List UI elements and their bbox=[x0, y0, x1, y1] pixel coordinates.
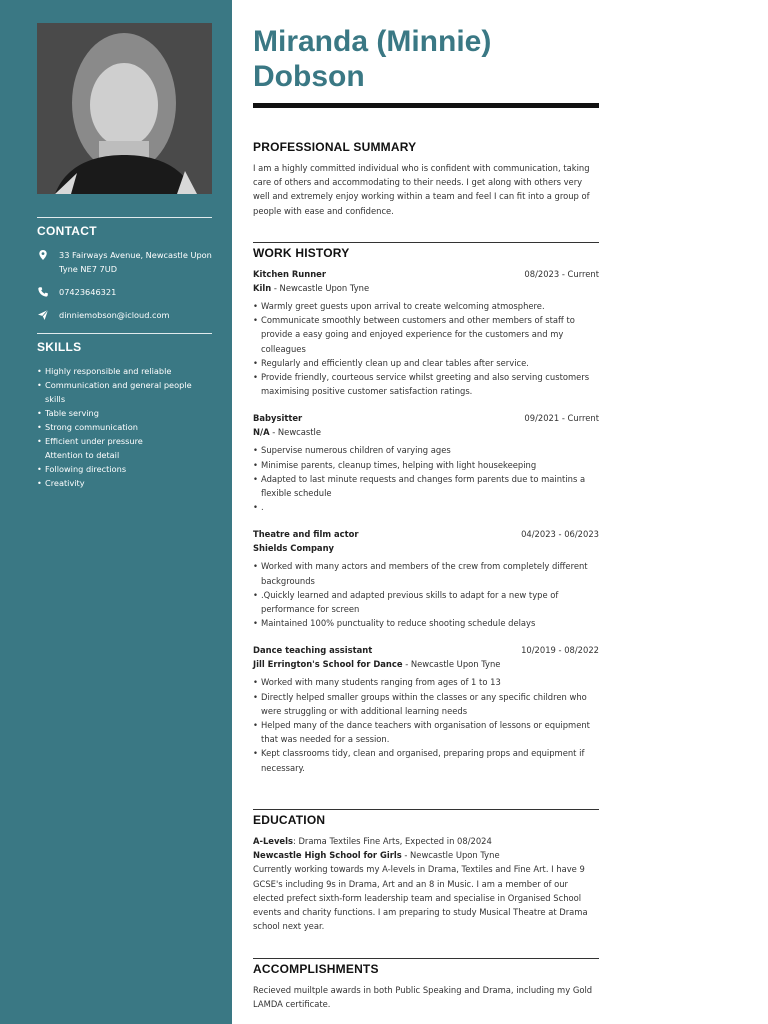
job-bullet: • Maintained 100% punctuality to reduce shooting schedule delays bbox=[253, 616, 599, 630]
sidebar bbox=[0, 0, 232, 1024]
job-bullets bbox=[253, 559, 599, 630]
skill-item: • Communication and general people skills bbox=[37, 378, 212, 406]
accomplishments-divider bbox=[253, 958, 599, 959]
accomplishments-heading: ACCOMPLISHMENTS bbox=[253, 962, 379, 976]
job-bullet: • Communicate smoothly between customers and other members of staff to provide a easy going and enjoyed experience for the customers and my colleagues bbox=[253, 313, 599, 356]
job-employer: Shields Company bbox=[253, 543, 335, 554]
job-location: - Newcastle bbox=[269, 427, 322, 438]
contact-email bbox=[37, 308, 212, 322]
job-bullet: • Warmly greet guests upon arrival to create welcoming atmosphere. bbox=[253, 299, 599, 313]
job-bullet: • Provide friendly, courteous service whilst greeting and also serving customers maximising positive customer satisfaction ratings. bbox=[253, 370, 599, 398]
phone-text: 07423646321 bbox=[59, 287, 117, 297]
contact-heading: CONTACT bbox=[37, 224, 97, 238]
skill-item: • Efficient under pressure bbox=[37, 434, 212, 448]
job-title: Babysitter bbox=[253, 413, 303, 424]
job-bullet: • Adapted to last minute requests and changes form parents due to maintins a flexible schedule bbox=[253, 472, 599, 500]
school-name: Newcastle High School for Girls bbox=[253, 850, 402, 861]
skill-item: • Table serving bbox=[37, 406, 212, 420]
work-heading: WORK HISTORY bbox=[253, 246, 350, 260]
location-pin-icon bbox=[37, 249, 49, 261]
job-entry bbox=[253, 411, 599, 514]
job-bullet: • Kept classrooms tidy, clean and organised, preparing props and equipment if necessary. bbox=[253, 746, 599, 774]
job-employer: Jill Errington's School for Dance bbox=[253, 659, 403, 670]
skills-list bbox=[37, 364, 212, 490]
education-text: Currently working towards my A-levels in Drama, Textiles and Fine Art. I have 9 GCSE's including 9s in Drama, Art and an 8 in Music. I am a member of our elected prefect sixth-form leadership team and specialise in Organised School events and charity functions. I am preparing to study Musical Theatre at Drama school next year. bbox=[253, 864, 588, 932]
summary-heading: PROFESSIONAL SUMMARY bbox=[253, 140, 417, 154]
degree-label: A-Levels bbox=[253, 836, 293, 846]
education-section bbox=[253, 809, 599, 933]
job-dates: 04/2023 - 06/2023 bbox=[521, 529, 599, 540]
name-line-2: Dobson bbox=[253, 60, 365, 93]
summary-section bbox=[253, 140, 599, 218]
skill-item: • Strong communication bbox=[37, 420, 212, 434]
skills-section bbox=[37, 333, 212, 490]
accomplishments-section bbox=[253, 958, 599, 1011]
job-location: - Newcastle Upon Tyne bbox=[402, 659, 501, 670]
job-bullet: • Regularly and efficiently clean up and clear tables after service. bbox=[253, 356, 599, 370]
job-dates: 10/2019 - 08/2022 bbox=[521, 645, 599, 656]
skill-item: • Highly responsible and reliable bbox=[37, 364, 212, 378]
email-text: dinniemobson@icloud.com bbox=[59, 310, 170, 320]
contact-section bbox=[37, 217, 212, 331]
job-bullet: • Helped many of the dance teachers with organisation of lessons or equipment that was needed for a session. bbox=[253, 718, 599, 746]
education-divider bbox=[253, 809, 599, 810]
job-employer: Kiln bbox=[253, 283, 272, 293]
address-text: 33 Fairways Avenue, Newcastle Upon Tyne NE7 7UD bbox=[59, 250, 212, 274]
page-title bbox=[253, 24, 599, 94]
job-bullets bbox=[253, 443, 599, 514]
job-bullets bbox=[253, 299, 599, 398]
name-line-1: Miranda (Minnie) bbox=[253, 25, 492, 58]
degree-detail: : Drama Textiles Fine Arts, Expected in 08/2024 bbox=[292, 836, 492, 846]
job-bullet: • . bbox=[253, 500, 599, 514]
contact-divider bbox=[37, 217, 212, 218]
title-divider bbox=[253, 103, 599, 108]
work-history-section bbox=[253, 242, 599, 788]
job-bullet: • Minimise parents, cleanup times, helping with light housekeeping bbox=[253, 458, 599, 472]
accomplishments-text: Recieved muiltple awards in both Public Speaking and Drama, including my Gold LAMDA certificate. bbox=[253, 985, 593, 1010]
skills-heading: SKILLS bbox=[37, 340, 82, 354]
job-bullet: • Directly helped smaller groups within the classes or any specific children who were struggling or with additional learning needs bbox=[253, 690, 599, 718]
job-entry bbox=[253, 527, 599, 630]
contact-address bbox=[37, 248, 212, 276]
education-heading: EDUCATION bbox=[253, 813, 326, 827]
job-bullets bbox=[253, 675, 599, 774]
send-icon bbox=[37, 309, 49, 321]
work-divider bbox=[253, 242, 599, 243]
job-bullet: • Worked with many students ranging from ages of 1 to 13 bbox=[253, 675, 599, 689]
school-location: - Newcastle Upon Tyne bbox=[401, 850, 500, 861]
profile-photo bbox=[37, 23, 212, 194]
job-title: Kitchen Runner bbox=[253, 269, 326, 279]
job-title: Theatre and film actor bbox=[253, 529, 359, 540]
job-dates: 09/2021 - Current bbox=[524, 413, 599, 424]
job-dates: 08/2023 - Current bbox=[524, 269, 599, 279]
phone-icon bbox=[37, 286, 49, 298]
skill-item: • Creativity bbox=[37, 476, 212, 490]
job-bullet: • .Quickly learned and adapted previous skills to adapt for a new type of performance for screen bbox=[253, 588, 599, 616]
skills-divider bbox=[37, 333, 212, 334]
job-entry bbox=[253, 643, 599, 774]
summary-text: I am a highly committed individual who is confident with communication, taking care of others and accommodating to their needs. I get along with others very well and extremely enjoy working within a team and feel I can fit into a group of people with ease and confidence. bbox=[253, 163, 590, 216]
job-bullet: • Worked with many actors and members of the crew from completely different backgrounds bbox=[253, 559, 599, 587]
job-location: - Newcastle Upon Tyne bbox=[271, 283, 370, 293]
skill-item: Attention to detail bbox=[45, 450, 120, 460]
job-bullet: • Supervise numerous children of varying ages bbox=[253, 443, 599, 457]
job-title: Dance teaching assistant bbox=[253, 645, 373, 656]
job-entry bbox=[253, 267, 599, 398]
contact-phone bbox=[37, 285, 212, 299]
skill-item: • Following directions bbox=[37, 462, 212, 476]
job-employer: N/A bbox=[253, 427, 270, 438]
